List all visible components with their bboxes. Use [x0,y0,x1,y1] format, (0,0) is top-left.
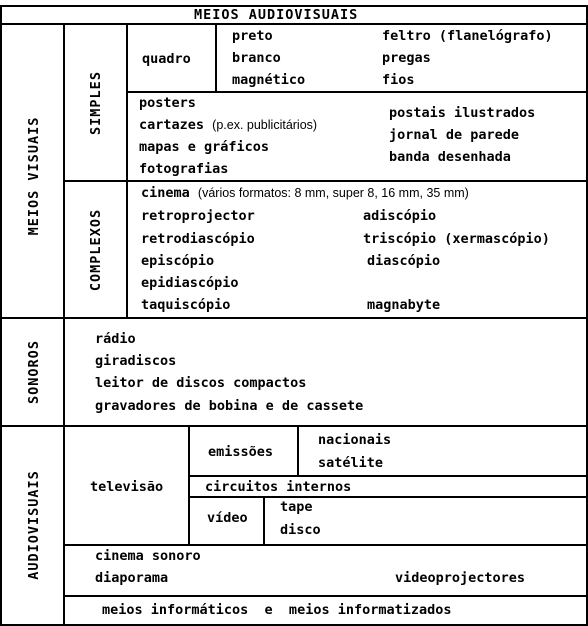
postais-text: postais ilustrados [389,105,536,121]
cinema-sonoro-text: cinema sonoro [95,548,201,564]
cinema-note: (vários formatos: 8 mm, super 8, 16 mm, 35 mm) [197,186,469,200]
quadro-type-magnetico: magnético [232,72,306,88]
episcopio-text: episcópio [141,253,215,269]
cinema-text: cinema [141,185,190,201]
nacionais-text: nacionais [318,432,392,448]
fios-text: fios [382,72,415,88]
gravadores-text: gravadores de bobina e de cassete [95,398,364,414]
televisao-text: televisão [90,479,164,495]
quadro-text: quadro [142,51,191,67]
epidiascopio-text: epidiascópio [141,275,239,291]
magnabyte-text: magnabyte [367,297,441,313]
videoprojectores-text: videoprojectores [395,570,526,586]
leitor-text: leitor de discos compactos [95,375,307,391]
tape-text: tape [280,499,313,515]
pregas-text: pregas [382,50,431,66]
posters-text: posters [139,95,196,111]
taquiscopio-text: taquiscópio [141,297,231,313]
adiscopio-text: adiscópio [363,208,437,224]
simples-label: SIMPLES [88,71,104,135]
giradiscos-text: giradiscos [95,353,177,369]
meios-visuais-label: MEIOS VISUAIS [26,116,42,236]
jornal-text: jornal de parede [389,127,520,143]
mapas-text: mapas e gráficos [139,139,270,155]
cartazes-note: (p.ex. publicitários) [212,118,318,132]
triscopio-text: triscópio (xermascópio) [363,231,550,247]
quadro-type-preto: preto [232,28,273,44]
fotografias-text: fotografias [139,161,229,177]
disco-text: disco [280,522,321,538]
diascopio-text: diascópio [367,253,441,269]
circuitos-text: circuitos internos [205,479,352,495]
satelite-text: satélite [318,455,384,471]
emissoes-text: emissões [208,444,274,460]
retrodiascopio-text: retrodiascópio [141,231,255,247]
sonoros-label: SONOROS [26,340,42,404]
feltro-text: feltro (flanelógrafo) [382,28,553,44]
cartazes-text: cartazes [139,117,205,133]
retroprojector-text: retroprojector [141,208,255,224]
radio-text: rádio [95,331,136,347]
video-text: vídeo [207,510,248,526]
cartazes-line [139,117,317,133]
audiovisuais-label: AUDIOVISUAIS [26,470,42,580]
complexos-label: COMPLEXOS [88,208,104,292]
diaporama-text: diaporama [95,570,169,586]
cinema-line [141,185,469,201]
banda-text: banda desenhada [389,149,511,165]
table-title: MEIOS AUDIOVISUAIS [194,7,359,23]
informaticos-text: meios informáticos e meios informatizados [102,602,452,618]
quadro-type-branco: branco [232,50,281,66]
